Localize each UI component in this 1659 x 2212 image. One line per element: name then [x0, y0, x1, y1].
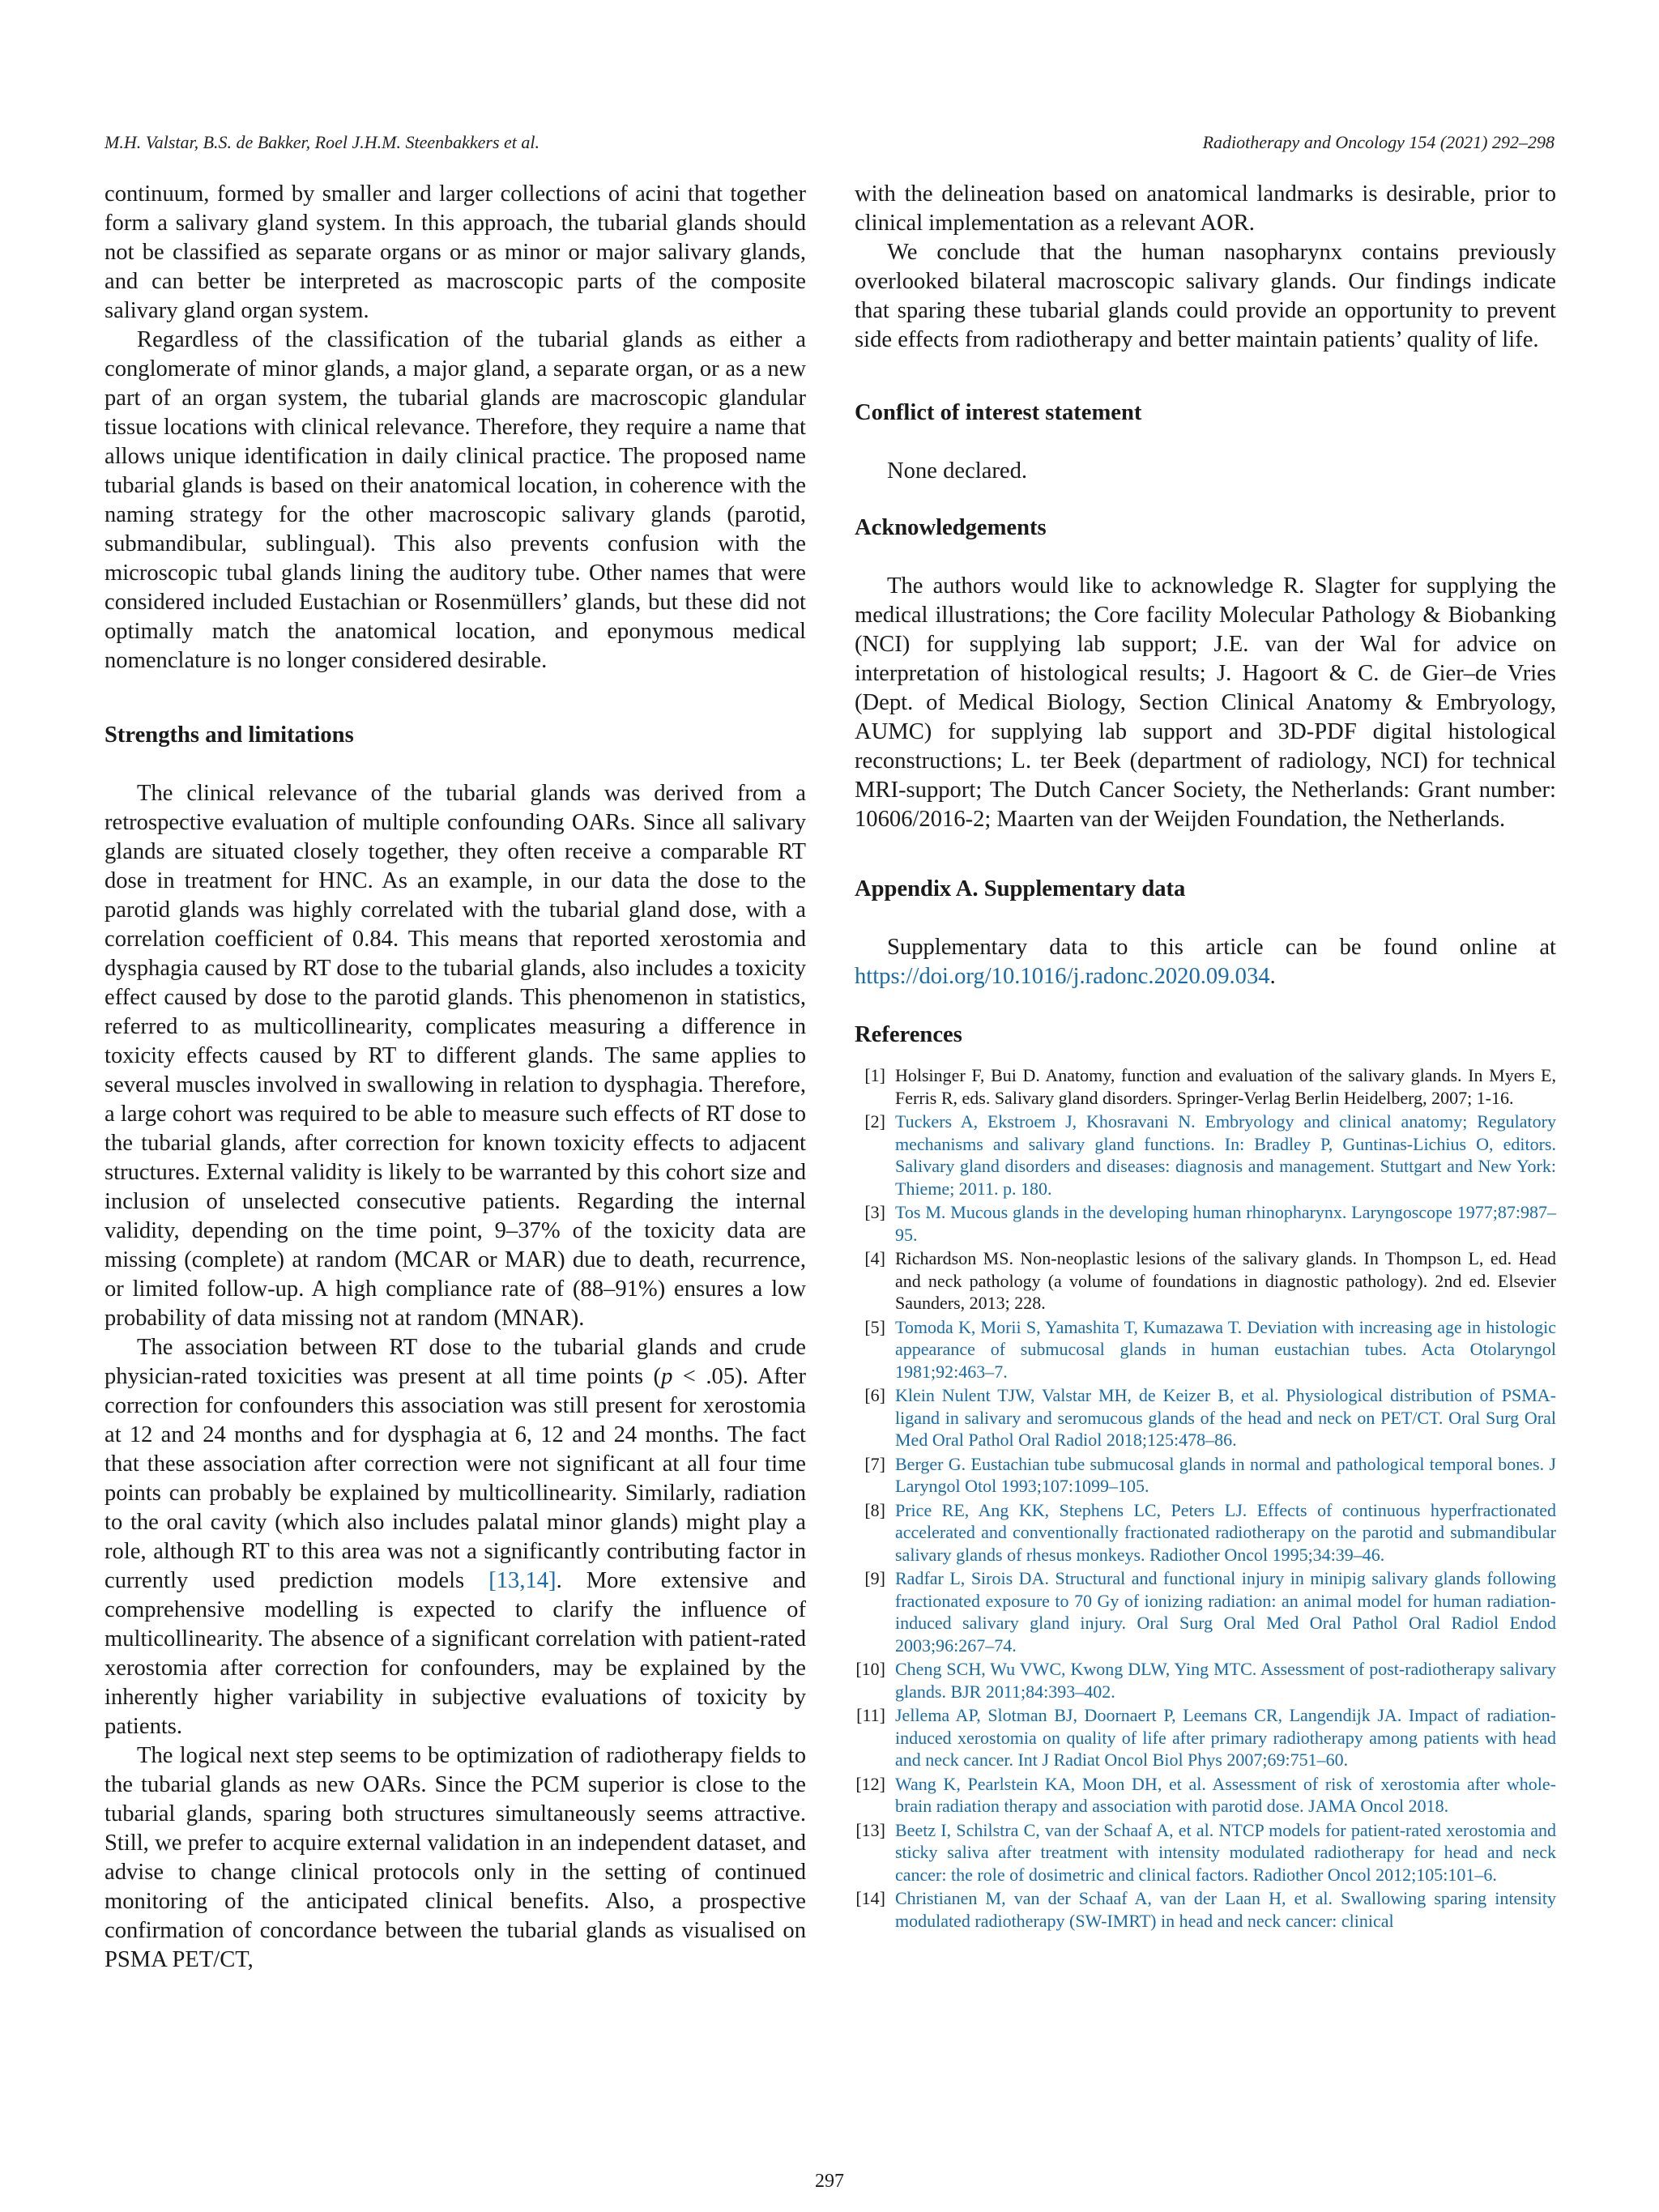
reference-item[interactable]: [855, 1499, 1556, 1566]
text-run: . More extensive and comprehensive modelling is expected to clarify the influence of multicollinearity. The absence of a significant correlation with patient-rated xerostomia after correction for confounders, may be explained by the inherently higher variability in subjective evaluations of toxicity by patients.: [104, 1568, 806, 1739]
section-heading-strengths: Strengths and limitations: [104, 722, 354, 748]
text-run: The association between RT dose to the tubarial glands and crude physician-rated toxicities was present at all time points (: [104, 1335, 806, 1389]
reference-item[interactable]: [855, 1316, 1556, 1383]
reference-number: [3]: [864, 1202, 885, 1222]
reference-number: [5]: [864, 1316, 885, 1337]
reference-number: [8]: [864, 1499, 885, 1520]
text-run: .: [1269, 964, 1276, 989]
page-number: 297: [815, 2171, 844, 2192]
reference-number: [2]: [864, 1111, 885, 1132]
reference-number: [10]: [855, 1659, 885, 1679]
reference-text[interactable]: Beetz I, Schilstra C, van der Schaaf A, et al. NTCP models for patient-rated xerostomia and sticky saliva after treatment with intensity modulated radiotherapy for head and neck cancer: the role of dosimetric and clinical factors. Radiother Oncol 2012;105:101–6.: [895, 1819, 1556, 1885]
reference-number: [9]: [864, 1568, 885, 1588]
reference-item[interactable]: [855, 1453, 1556, 1498]
reference-text[interactable]: Jellema AP, Slotman BJ, Doornaert P, Leemans CR, Langendijk JA. Impact of radiation-induced xerostomia on quality of life after primary radiotherapy among patients with head and neck cancer. Int J Radiat Oncol Biol Phys 2007;69:751–60.: [895, 1705, 1556, 1770]
text-run: Supplementary data to this article can be found online at: [887, 935, 1556, 960]
reference-item[interactable]: [855, 1819, 1556, 1886]
reference-text[interactable]: Klein Nulent TJW, Valstar MH, de Keizer B, et al. Physiological distribution of PSMA-ligand in salivary and seromucous glands of the head and neck on PET/CT. Oral Surg Oral Med Oral Pathol Oral Radiol 2018;125:478–86.: [895, 1385, 1556, 1450]
paragraph: None declared.: [887, 458, 1028, 484]
paragraph: The clinical relevance of the tubarial glands was derived from a retrospective evaluation of multiple confounding OARs. Since all salivary glands are situated closely together, they often receive a comparable RT dose in treatment for HNC. As an example, in our data the dose to the parotid glands was highly correlated with the tubarial gland dose, with a correlation coefficient of 0.84. This means that reported xerostomia and dysphagia caused by RT dose to the tubarial glands, also includes a toxicity effect caused by dose to the parotid glands. This phenomenon in statistics, referred to as multicollinearity, complicates measuring a difference in toxicity effects caused by RT to different glands. The same applies to several muscles involved in swallowing in relation to dysphagia. Therefore, a large cohort was required to be able to measure such effects of RT dose to the tubarial glands, after correction for known toxicity effects to adjacent structures. External validity is likely to be warranted by this cohort size and inclusion of unselected consecutive patients. Regarding the internal validity, depending on the time point, 9–37% of the toxicity data are missing (complete) at random (MCAR or MAR) due to death, recurrence, or limited follow-up. A high compliance rate of (88–91%) ensures a low probability of data missing not at random (MNAR).: [104, 781, 806, 1331]
reference-item[interactable]: [855, 1658, 1556, 1703]
reference-text: Holsinger F, Bui D. Anatomy, function and evaluation of the salivary glands. In Myers E, Ferris R, eds. Salivary gland disorders. Springer-Verlag Berlin Heidelberg, 2007; 1-16.: [895, 1065, 1556, 1108]
citation-link[interactable]: [13,14]: [488, 1568, 557, 1593]
reference-text[interactable]: Tuckers A, Ekstroem J, Khosravani N. Embryology and clinical anatomy; Regulatory mechanisms and salivary gland functions. In: Bradley P, Guntinas-Lichius O, editors. Salivary gland disorders and diseases: diagnosis and management. Stuttgart and New York: Thieme; 2011. p. 180.: [895, 1111, 1556, 1199]
paragraph: [104, 1333, 806, 1741]
reference-item: [855, 1064, 1556, 1109]
section-heading-references: References: [855, 1022, 962, 1047]
section-heading-acknowledgements: Acknowledgements: [855, 515, 1047, 540]
reference-text[interactable]: Price RE, Ang KK, Stephens LC, Peters LJ. Effects of continuous hyperfractionated accelerated and conventionally fractionated radiotherapy on the parotid and submandibular salivary glands of rhesus monkeys. Radiother Oncol 1995;34:39–46.: [895, 1499, 1556, 1565]
reference-item[interactable]: [855, 1201, 1556, 1246]
reference-text[interactable]: Christianen M, van der Schaaf A, van der Laan H, et al. Swallowing sparing intensity modulated radiotherapy (SW-IMRT) in head and neck cancer: clinical: [895, 1888, 1556, 1931]
reference-text: Richardson MS. Non-neoplastic lesions of the salivary glands. In Thompson L, ed. Head and neck pathology (a volume of foundations in diagnostic pathology). 2nd ed. Elsevier Saunders, 2013; 228.: [895, 1248, 1556, 1313]
reference-item[interactable]: [855, 1773, 1556, 1818]
reference-text[interactable]: Tos M. Mucous glands in the developing human rhinopharynx. Laryngoscope 1977;87:987–95.: [895, 1202, 1556, 1245]
paragraph: [855, 933, 1556, 991]
reference-item[interactable]: [855, 1384, 1556, 1451]
reference-list: [855, 1064, 1556, 1932]
reference-item: [855, 1247, 1556, 1315]
reference-item[interactable]: [855, 1110, 1556, 1200]
text-run: < .05). After correction for confounders this association was still present for xerostomia at 12 and 24 months and for dysphagia at 6, 12 and 24 months. The fact that these association after correction were not significant at all four time points can probably be explained by multicollinearity. Similarly, radiation to the oral cavity (which also includes palatal minor glands) might play a role, although RT to this area was not a significantly contributing factor in currently used prediction models: [104, 1364, 806, 1593]
reference-number: [7]: [864, 1453, 885, 1474]
left-column: [104, 180, 806, 1975]
reference-item[interactable]: [855, 1887, 1556, 1932]
reference-number: [1]: [864, 1065, 885, 1085]
reference-item[interactable]: [855, 1704, 1556, 1771]
reference-text[interactable]: Berger G. Eustachian tube submucosal glands in normal and pathological temporal bones. J Laryngol Otol 1993;107:1099–105.: [895, 1453, 1556, 1496]
section-heading-appendix: Appendix A. Supplementary data: [855, 876, 1186, 901]
paragraph: We conclude that the human nasopharynx contains previously overlooked bilateral macroscopic salivary glands. Our findings indicate that sparing these tubarial glands could provide an opportunity to prevent side effects from radiotherapy and better maintain patients’ quality of life.: [855, 240, 1556, 352]
paragraph: The logical next step seems to be optimization of radiotherapy fields to the tubarial glands as new OARs. Since the PCM superior is close to the tubarial glands, sparing both structures simultaneously seems attractive. Still, we prefer to acquire external validation in an independent dataset, and advise to change clinical protocols only in the setting of continued monitoring of the anticipated clinical benefits. Also, a prospective confirmation of concordance between the tubarial glands as visualised on PSMA PET/CT,: [104, 1743, 806, 1972]
reference-number: [6]: [864, 1385, 885, 1405]
paragraph: The authors would like to acknowledge R. Slagter for supplying the medical illustrations; the Core facility Molecular Pathology & Biobanking (NCI) for supplying lab support; J.E. van der Wal for advice on interpretation of histological results; J. Hagoort & C. de Gier–de Vries (Dept. of Medical Biology, Section Clinical Anatomy & Embryology, AUMC) for supplying lab support and 3D-PDF digital histological reconstructions; L. ter Beek (department of radiology, NCI) for technical MRI-support; The Dutch Cancer Society, the Netherlands: Grant number: 10606/2016-2; Maarten van der Weijden Foundation, the Netherlands.: [855, 573, 1556, 832]
paragraph: Regardless of the classification of the tubarial glands as either a conglomerate of minor glands, a major gland, a separate organ, or as a new part of an organ system, the tubarial glands are macroscopic glandular tissue locations with clinical relevance. Therefore, they require a name that allows unique identification in daily clinical practice. The proposed name tubarial glands is based on their anatomical location, in coherence with the naming strategy for the other macroscopic salivary glands (parotid, submandibular, sublingual). This also prevents confusion with the microscopic tubal glands lining the auditory tube. Other names that were considered included Eustachian or Rosenmüllers’ glands, but these did not optimally match the anatomical location, and eponymous medical nomenclature is no longer considered desirable.: [104, 327, 806, 673]
italic-p: p: [661, 1364, 673, 1389]
reference-text[interactable]: Radfar L, Sirois DA. Structural and functional injury in minipig salivary glands following fractionated exposure to 70 Gy of ionizing radiation: an animal model for human radiation-induced salivary gland injury. Oral Surg Oral Med Oral Pathol Oral Radiol Endod 2003;96:267–74.: [895, 1568, 1556, 1656]
running-head-journal: Radiotherapy and Oncology 154 (2021) 292–298: [1202, 132, 1555, 152]
paragraph: continuum, formed by smaller and larger collections of acini that together form a salivary gland system. In this approach, the tubarial glands should not be classified as separate organs or as minor or major salivary glands, and can better be interpreted as macroscopic parts of the composite salivary gland organ system.: [104, 181, 806, 323]
reference-number: [12]: [855, 1773, 885, 1794]
reference-text[interactable]: Cheng SCH, Wu VWC, Kwong DLW, Ying MTC. Assessment of post-radiotherapy salivary glands. BJR 2011;84:393–402.: [895, 1659, 1556, 1702]
running-head-authors: M.H. Valstar, B.S. de Bakker, Roel J.H.M. Steenbakkers et al.: [104, 132, 540, 152]
reference-item[interactable]: [855, 1567, 1556, 1656]
doi-link[interactable]: https://doi.org/10.1016/j.radonc.2020.09.034: [855, 964, 1270, 989]
paragraph: with the delineation based on anatomical landmarks is desirable, prior to clinical implementation as a relevant AOR.: [855, 181, 1556, 236]
reference-number: [13]: [855, 1819, 885, 1840]
section-heading-conflict: Conflict of interest statement: [855, 400, 1142, 425]
reference-number: [11]: [856, 1705, 885, 1725]
right-column: [855, 180, 1556, 1933]
reference-text[interactable]: Wang K, Pearlstein KA, Moon DH, et al. Assessment of risk of xerostomia after whole-brain radiation therapy and association with parotid dose. JAMA Oncol 2018.: [895, 1773, 1556, 1816]
reference-number: [14]: [855, 1888, 885, 1908]
reference-number: [4]: [864, 1248, 885, 1268]
reference-text[interactable]: Tomoda K, Morii S, Yamashita T, Kumazawa T. Deviation with increasing age in histologic appearance of submucosal glands in human eustachian tubes. Acta Otolaryngol 1981;92:463–7.: [895, 1316, 1556, 1382]
